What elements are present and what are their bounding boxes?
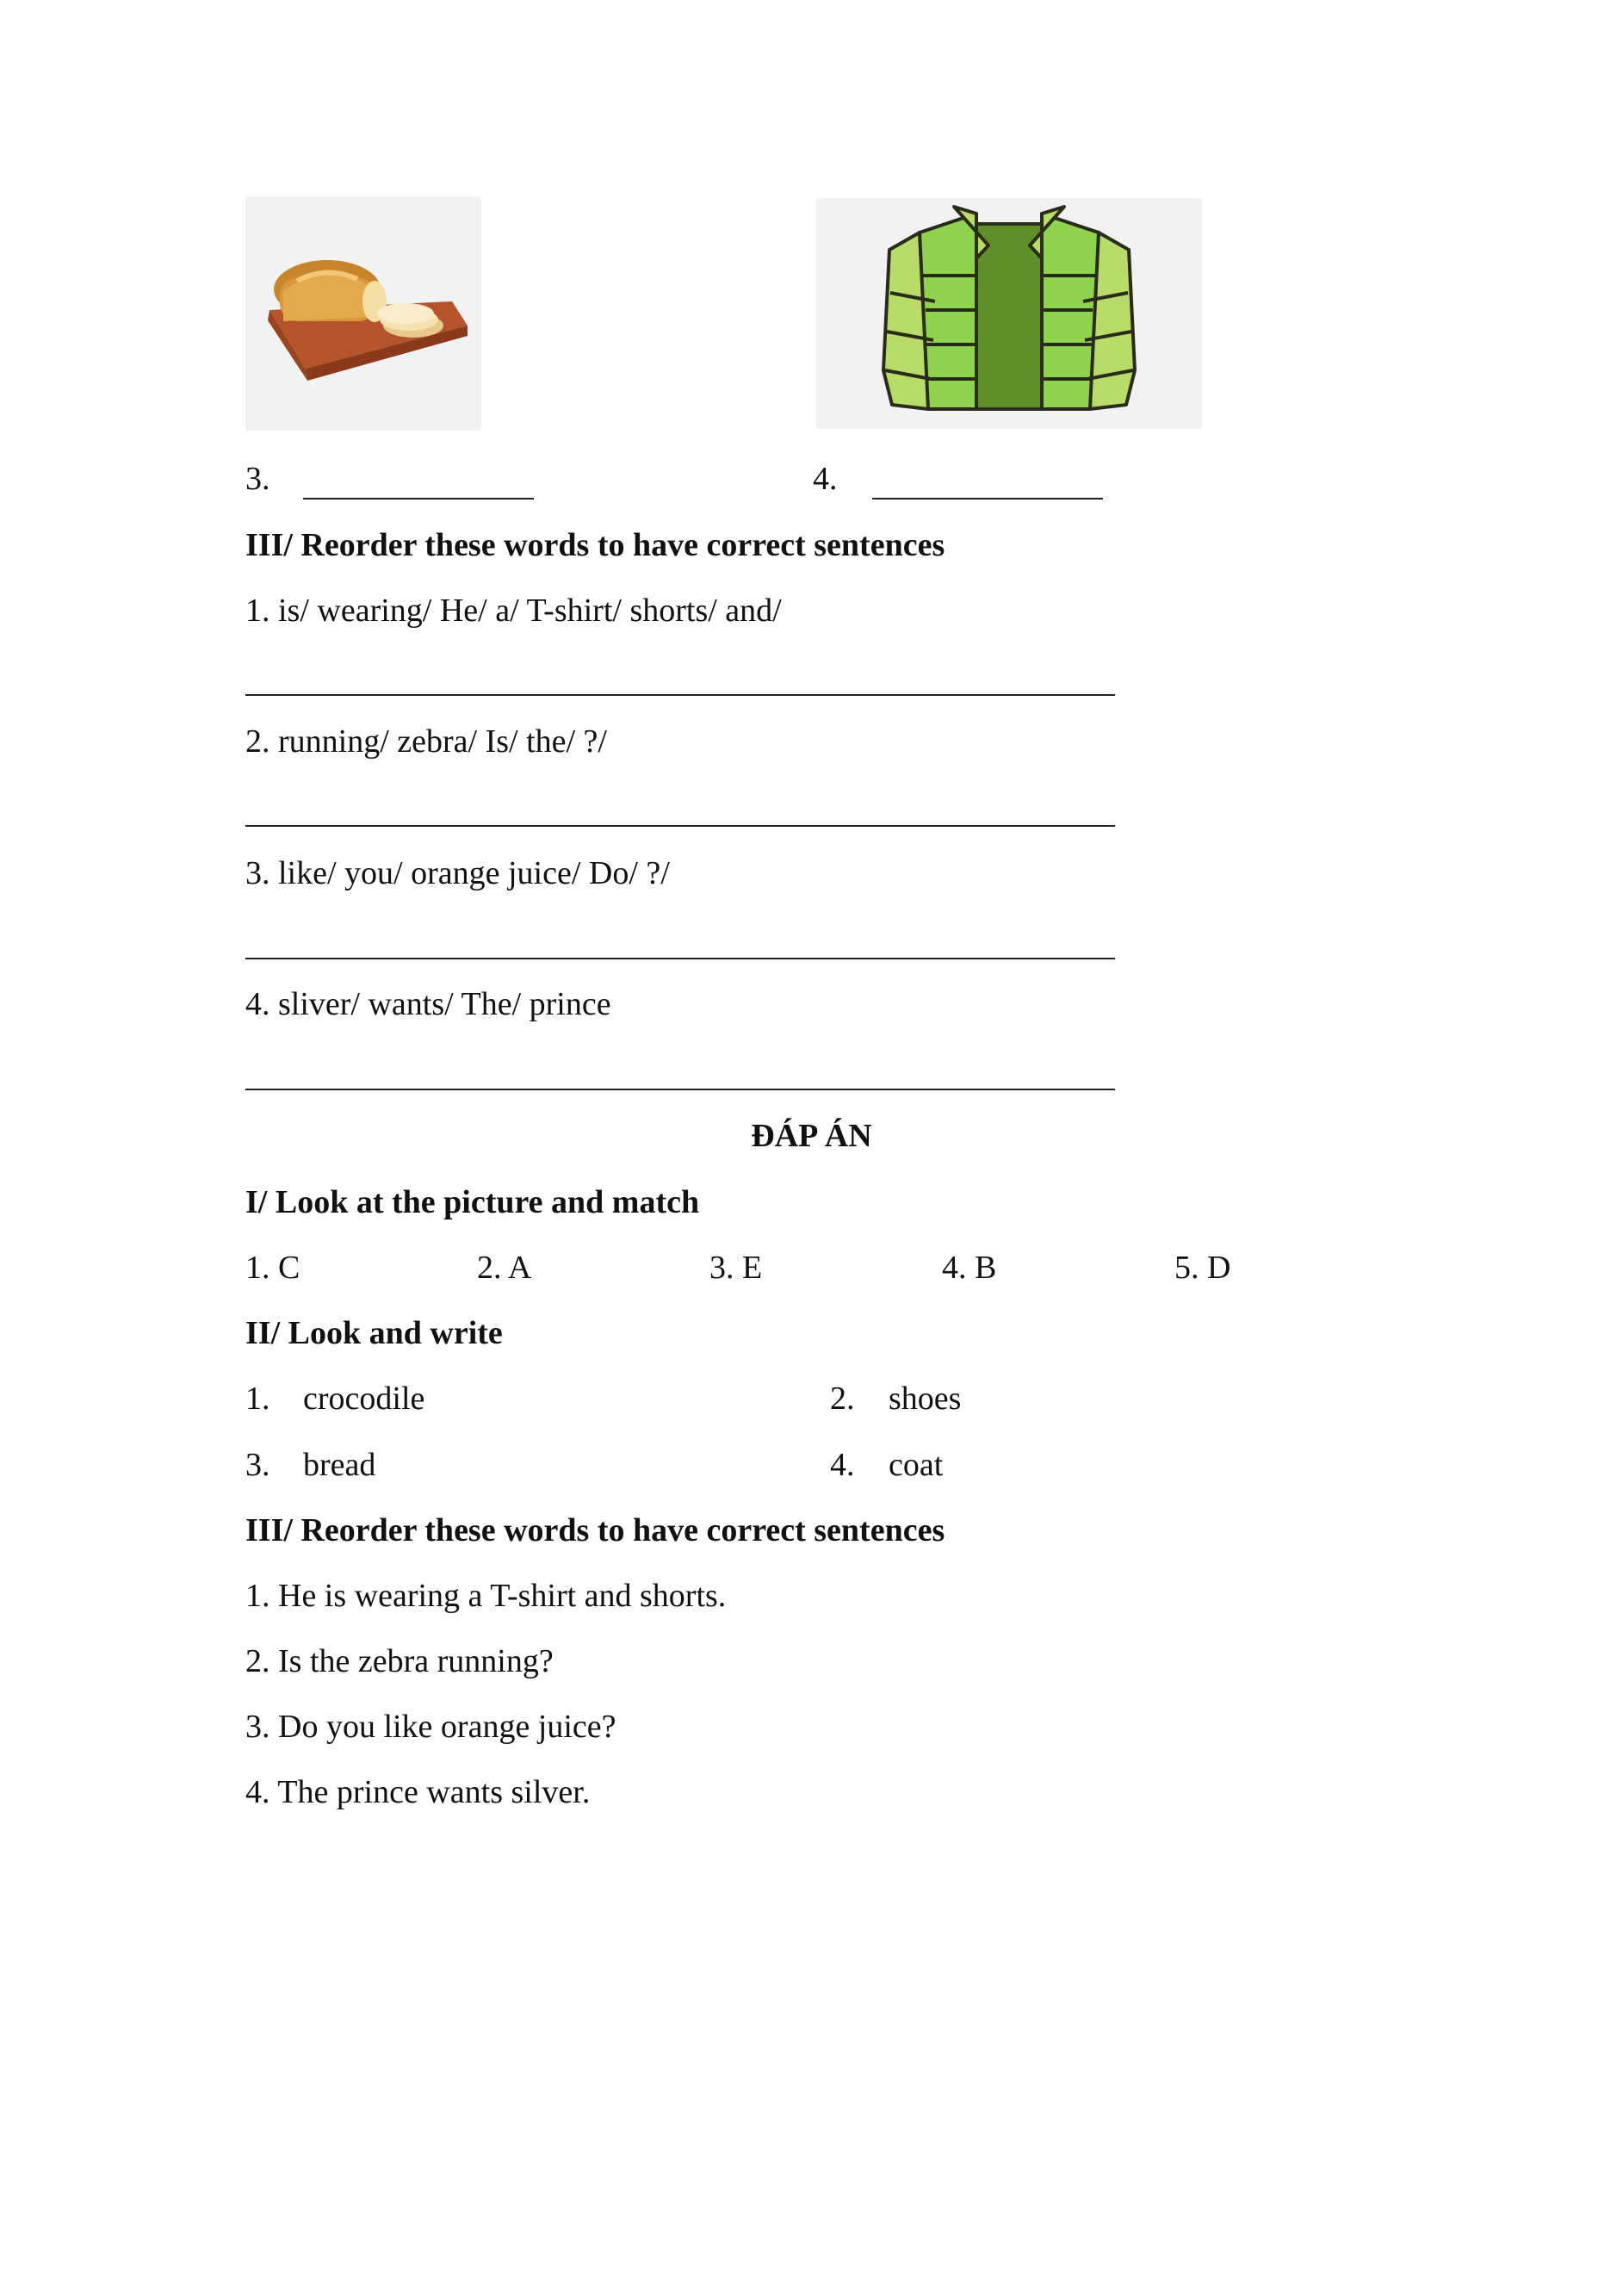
answer-part1-item-5: 5. D xyxy=(1174,1250,1231,1286)
answer-part2-item-3-number: 3. xyxy=(245,1447,270,1483)
answer-part3-item-2: 2. Is the zebra running? xyxy=(245,1643,554,1679)
answer-key-title: ĐÁP ÁN xyxy=(751,1118,872,1154)
reorder-answer-line-2[interactable] xyxy=(245,825,1115,827)
answer-part1-item-1: 1. C xyxy=(245,1250,300,1286)
answer-part2-item-2-word: shoes xyxy=(889,1381,962,1417)
answer-part2-item-3-word: bread xyxy=(303,1447,376,1483)
answer-part2-item-1-word: crocodile xyxy=(303,1381,425,1417)
reorder-answer-line-3[interactable] xyxy=(245,958,1115,959)
answer-part1-item-3: 3. E xyxy=(709,1250,763,1286)
reorder-question-2: 2. running/ zebra/ Is/ the/ ?/ xyxy=(245,723,607,760)
answer-part3-item-1: 1. He is wearing a T-shirt and shorts. xyxy=(245,1578,727,1614)
reorder-question-3: 3. like/ you/ orange juice/ Do/ ?/ xyxy=(245,855,670,891)
answer-part2-item-2-number: 2. xyxy=(830,1381,855,1417)
coat-icon xyxy=(816,198,1202,429)
picture-item-3-answer-line[interactable] xyxy=(303,498,534,500)
reorder-question-1: 1. is/ wearing/ He/ a/ T-shirt/ shorts/ and/ xyxy=(245,593,782,629)
picture-item-4-number: 4. xyxy=(813,461,838,497)
answer-part3-item-3: 3. Do you like orange juice? xyxy=(245,1709,616,1745)
answer-part2-item-4-word: coat xyxy=(889,1447,944,1483)
bread-picture xyxy=(245,196,481,431)
reorder-question-4: 4. sliver/ wants/ The/ prince xyxy=(245,986,611,1022)
answer-part1-item-4: 4. B xyxy=(942,1250,997,1286)
coat-picture xyxy=(816,198,1202,429)
answer-part2-heading: II/ Look and write xyxy=(245,1315,503,1351)
answer-part2-item-4-number: 4. xyxy=(830,1447,855,1483)
answer-part1-heading: I/ Look at the picture and match xyxy=(245,1184,700,1220)
answer-part2-item-1-number: 1. xyxy=(245,1381,270,1417)
picture-item-3-number: 3. xyxy=(245,461,270,497)
answer-part1-item-2: 2. A xyxy=(477,1250,532,1286)
section3-heading: III/ Reorder these words to have correct sentences xyxy=(245,527,945,563)
bread-icon xyxy=(245,196,481,431)
answer-part3-heading: III/ Reorder these words to have correct sentences xyxy=(245,1512,945,1548)
answer-part3-item-4: 4. The prince wants silver. xyxy=(245,1774,591,1810)
reorder-answer-line-4[interactable] xyxy=(245,1089,1115,1090)
picture-item-4-answer-line[interactable] xyxy=(872,498,1103,500)
reorder-answer-line-1[interactable] xyxy=(245,694,1115,696)
